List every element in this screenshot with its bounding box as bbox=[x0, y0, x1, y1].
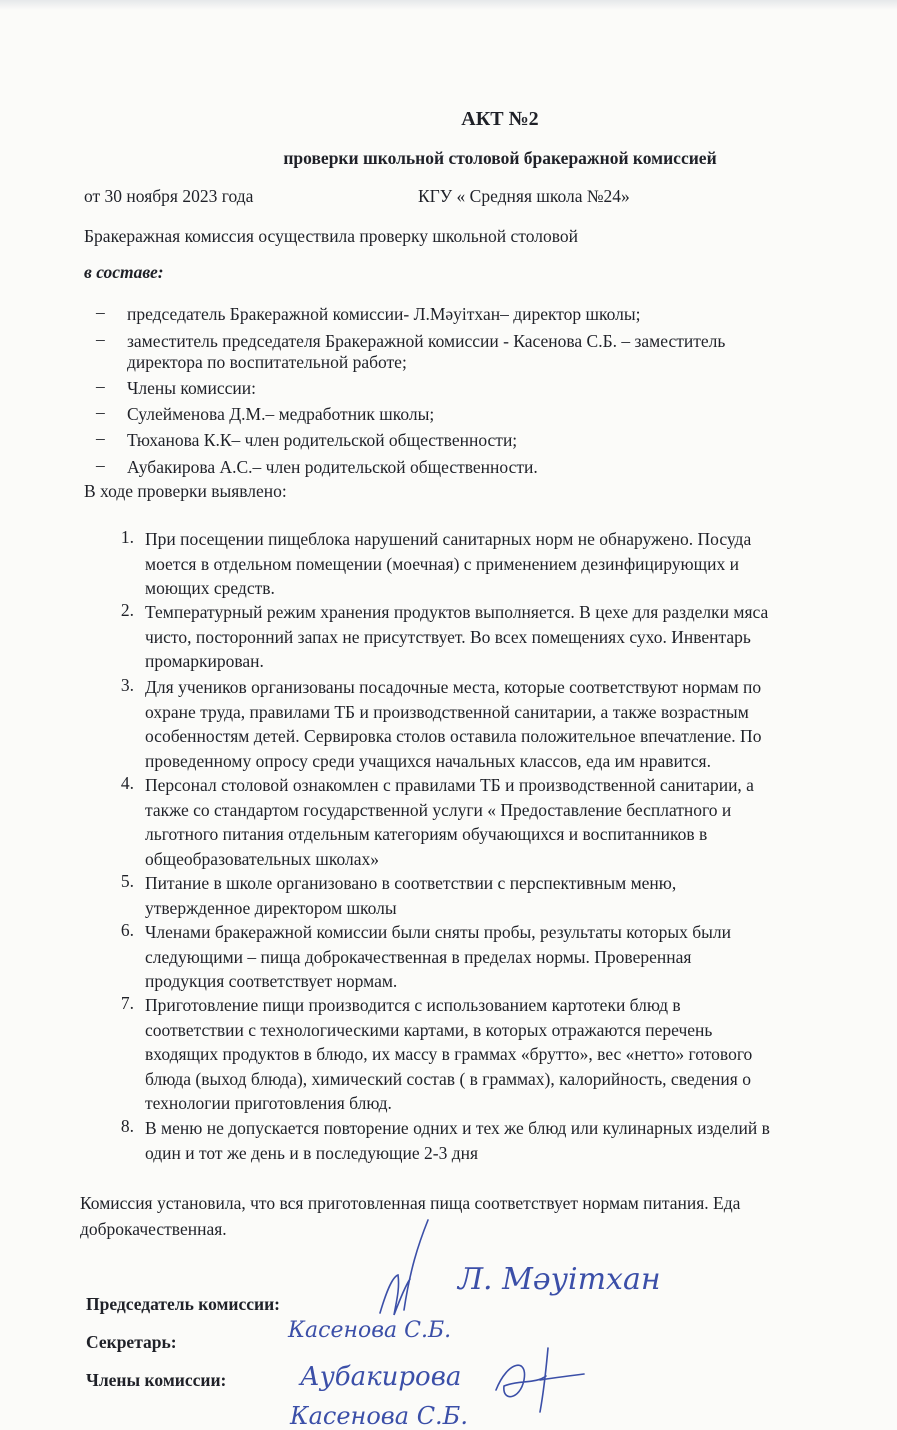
dash-bullet: – bbox=[96, 428, 105, 448]
chairman-label: Председатель комиссии: bbox=[86, 1294, 281, 1314]
conclusion-text: Комиссия установила, что вся приготовленная пища соответствует нормам питания. Еда доброкачественная. bbox=[80, 1193, 741, 1239]
dash-bullet: – bbox=[96, 302, 105, 322]
secretary-label: Секретарь: bbox=[86, 1332, 177, 1352]
scan-top-edge bbox=[0, 0, 897, 10]
findings-label: В ходе проверки выявлено: bbox=[84, 481, 287, 501]
document-title: АКТ №2 bbox=[461, 108, 539, 130]
organization-name: КГУ « Средняя школа №24» bbox=[418, 186, 630, 206]
dash-bullet: – bbox=[96, 376, 105, 396]
dash-bullet: – bbox=[96, 455, 105, 475]
member-signature bbox=[488, 1340, 588, 1420]
dash-bullet: – bbox=[96, 329, 105, 349]
secretary-handwritten-name: Касенова С.Б. bbox=[288, 1318, 452, 1343]
document-page: АКТ №2 проверки школьной столовой бракеражной комиссией от 30 ноября 2023 года КГУ « Средняя школа №24» Бракеражная комиссия осуществила проверку школьной столовой в составе: – председатель Бракеражной комиссии- Л.Мәуітхан– директор школы; – заместитель председателя Бракеражной комиссии - Касенова С.Б. – заместитель директора по воспитательной работе; – Члены комиссии: – Сулейменова Д.М.– медработник школы; – Тюханова К.К– член родительской общественности; – Аубакирова А.С.– член родительской общественности. В ходе проверки выявлено: 1. При посещении пищеблока нарушений санитарных норм не обнаружено. Посуда моется в отдельном помещении (моечная) с применением дезинфицирующих и моющих средств. 2. Температурный режим хранения продуктов выполняется. В цехе для разделки мяса чисто, посторонний запах не присутствует. Во всех помещениях сухо. Инвентарь промаркирован. 3. Для учеников организованы посадочные места, которые соответствуют нормам по охране труда, правилами ТБ и производственной санитарии, а также возрастным особенностям детей. Сервировка столов оставила положительное впечатление. По проведенному опросу среди учащихся начальных классов, еда им нравится. 4. Персонал столовой ознакомлен с правилами ТБ и производственной санитарии, а также со стандартом государственной услуги « Предоставление бесплатного и льготного питания отдельным категориям обучающихся и воспитанников в общеобразовательных школах» 5. Питание в школе организовано в соответствии с перспективным меню, утвержденное директором школы 6. Членами бракеражной комиссии были сняты пробы, результаты которых были следующими – пища доброкачественная в пределах нормы. Проверенная продукция соответствует нормам. 7. Приготовление пищи производится с использованием картотеки блюд в соответствии с технологическими картами, в которых отражаются перечень входящих продуктов в блюдо, их массу в граммах «брутто», вес «нетто» готового блюда (выход блюда), химический состав ( в граммах), калорийность, сведения о технологии приготовления блюд. 8. В меню не допускается повторение одних и тех же блюд или кулинарных изделий в один и тот же день и в последующие 2-3 дня Комиссия установила, что вся приготовленная пища соответствует нормам питания. Еда доброкачественная. Председатель комиссии: Секретарь: Члены комиссии: Л. Мәуітхан Касенова С.Б. Аубакирова Касенова С.Б. bbox=[0, 0, 897, 1430]
dash-bullet: – bbox=[96, 402, 105, 422]
document-subtitle: проверки школьной столовой бракеражной комиссией bbox=[283, 148, 717, 168]
chairman-signature bbox=[370, 1215, 430, 1325]
members-label: Члены комиссии: bbox=[86, 1370, 227, 1390]
member-handwritten-name: Касенова С.Б. bbox=[290, 1402, 468, 1430]
document-date: от 30 ноября 2023 года bbox=[84, 186, 254, 206]
member-handwritten-name: Аубакирова bbox=[300, 1362, 462, 1392]
chairman-handwritten-name: Л. Мәуітхан bbox=[458, 1262, 661, 1297]
intro-text: Бракеражная комиссия осуществила проверку школьной столовой bbox=[84, 226, 578, 246]
composition-label: в составе: bbox=[84, 262, 164, 282]
